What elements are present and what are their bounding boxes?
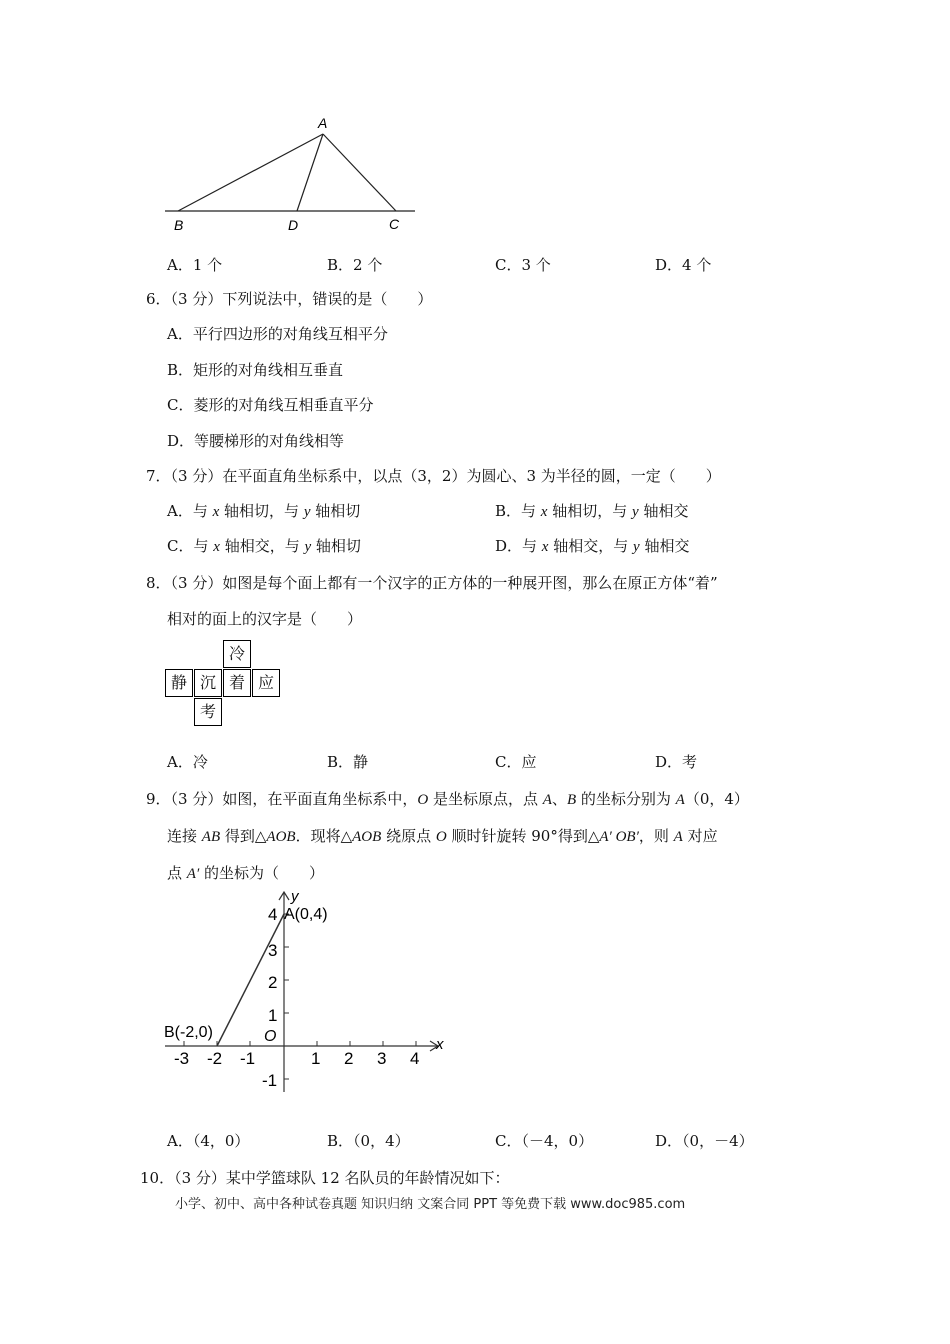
x-tick-label: 4	[410, 1049, 420, 1068]
q10-stem: 10．（3 分）某中学篮球队 12 名队员的年龄情况如下：	[140, 1169, 510, 1187]
q9-stem-line2: 连接 AB 得到△AOB．现将△AOB 绕原点 O 顺时针旋转 90°得到△A′ OB′，则 A 对应	[167, 827, 718, 845]
q9-option-b: B．（0，4）	[327, 1132, 410, 1150]
x-tick-label: -2	[207, 1049, 223, 1068]
vertex-label-d: D	[288, 217, 299, 233]
q6-stem: 6．（3 分）下列说法中，错误的是（ ）	[146, 290, 433, 308]
q9-stem-line3: 点 A′ 的坐标为（ ）	[167, 864, 325, 882]
q6-option-a: A．平行四边形的对角线互相平分	[167, 325, 388, 343]
x-tick-label: 3	[377, 1049, 387, 1068]
q7-stem: 7．（3 分）在平面直角坐标系中，以点（3，2）为圆心、3 为半径的圆，一定（ ）	[146, 467, 721, 485]
q8-option-c: C．应	[495, 753, 537, 771]
q7-option-c: C．与 x 轴相交，与 y 轴相切	[167, 537, 361, 555]
net-cell-4: 应	[252, 669, 280, 697]
x-axis-label: x	[436, 1036, 444, 1053]
triangle-figure	[160, 112, 420, 237]
q9-option-a: A．（4，0）	[167, 1132, 250, 1150]
origin-label: O	[264, 1028, 277, 1045]
y-tick-label: -1	[262, 1071, 278, 1090]
q8-option-b: B．静	[327, 753, 369, 771]
q7-option-a: A．与 x 轴相切，与 y 轴相切	[167, 502, 361, 520]
q5-option-d: D．4 个	[655, 256, 712, 274]
y-tick-label: 2	[268, 973, 278, 992]
net-cell-1: 静	[165, 669, 193, 697]
q6-option-b: B．矩形的对角线相互垂直	[167, 361, 344, 379]
net-cell-top: 冷	[223, 640, 251, 668]
page-footer: 小学、初中、高中各种试卷真题 知识归纳 文案合同 PPT 等免费下载 www.doc985.com	[175, 1197, 686, 1212]
q7-option-d: D．与 x 轴相交，与 y 轴相交	[495, 537, 690, 555]
net-cell-2: 沉	[194, 669, 222, 697]
q5-option-a: A．1 个	[167, 256, 223, 274]
point-a-label: A(0,4)	[284, 906, 328, 923]
y-axis-label: y	[291, 888, 299, 905]
coordinate-graph	[160, 886, 460, 1101]
vertex-label-c: C	[389, 216, 400, 232]
q7-option-b: B．与 x 轴相切，与 y 轴相交	[495, 502, 689, 520]
vertex-label-a: A	[318, 115, 328, 131]
vertex-label-b: B	[174, 217, 184, 233]
q8-stem-line2: 相对的面上的汉字是（ ）	[167, 610, 363, 628]
q8-stem-line1: 8．（3 分）如图是每个面上都有一个汉字的正方体的一种展开图，那么在原正方体“着”	[146, 574, 718, 592]
q9-option-c: C．（－4，0）	[495, 1132, 594, 1150]
q5-option-b: B．2 个	[327, 256, 383, 274]
x-tick-label: 1	[311, 1049, 321, 1068]
q5-option-c: C．3 个	[495, 256, 551, 274]
net-cell-3: 着	[223, 669, 251, 697]
q9-stem-line1: 9．（3 分）如图，在平面直角坐标系中，O 是坐标原点，点 A、B 的坐标分别为 A（0，4）	[146, 790, 749, 808]
point-b-label: B(-2,0)	[164, 1024, 213, 1041]
x-tick-label: -1	[240, 1049, 256, 1068]
q8-option-d: D．考	[655, 753, 698, 771]
x-tick-label: -3	[174, 1049, 190, 1068]
q9-option-d: D．（0，－4）	[655, 1132, 754, 1150]
x-tick-label: 2	[344, 1049, 354, 1068]
net-cell-bottom: 考	[194, 698, 222, 726]
y-tick-label: 4	[268, 905, 278, 924]
q6-option-c: C．菱形的对角线互相垂直平分	[167, 396, 374, 414]
q8-option-a: A．冷	[167, 753, 208, 771]
q6-option-d: D．等腰梯形的对角线相等	[167, 432, 345, 450]
y-tick-label: 1	[268, 1006, 278, 1025]
y-tick-label: 3	[268, 941, 278, 960]
